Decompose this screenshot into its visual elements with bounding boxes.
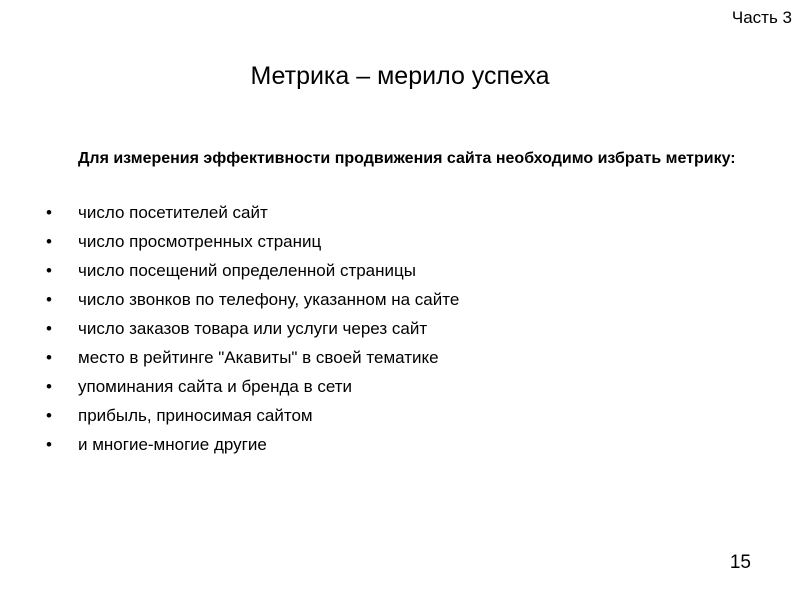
slide-number: 15 <box>729 552 751 573</box>
metric-item <box>46 372 459 401</box>
bullet-icon: • <box>46 261 52 280</box>
bullet-icon: • <box>46 406 52 425</box>
metric-item <box>46 256 459 285</box>
bullet-icon: • <box>46 232 52 251</box>
metric-label: число звонков по телефону, указанном на сайте <box>78 290 460 309</box>
metric-item <box>46 198 459 227</box>
metric-label: место в рейтинге "Акавиты" в своей тематике <box>78 348 439 367</box>
metric-label: и многие-многие другие <box>78 435 267 454</box>
metric-item <box>46 285 459 314</box>
metric-item <box>46 430 459 459</box>
part-label: Часть 3 <box>731 8 792 27</box>
bullet-icon: • <box>46 377 52 396</box>
bullet-icon: • <box>46 319 52 338</box>
intro-text: Для измерения эффективности продвижения сайта необходимо избрать метрику: <box>78 150 736 167</box>
bullet-icon: • <box>46 290 52 309</box>
metric-item <box>46 401 459 430</box>
metric-list <box>46 198 459 459</box>
bullet-icon: • <box>46 203 52 222</box>
metric-item <box>46 314 459 343</box>
metric-label: число посещений определенной страницы <box>78 261 416 280</box>
bullet-icon: • <box>46 435 52 454</box>
metric-item <box>46 227 459 256</box>
metric-label: число просмотренных страниц <box>78 232 322 251</box>
bullet-icon: • <box>46 348 52 367</box>
metric-label: прибыль, приносимая сайтом <box>78 406 313 425</box>
metric-label: число заказов товара или услуги через сайт <box>78 319 428 338</box>
metric-label: упоминания сайта и бренда в сети <box>78 377 353 396</box>
metric-label: число посетителей сайт <box>78 203 268 222</box>
metric-item <box>46 343 459 372</box>
slide-title: Метрика – мерило успеха <box>250 62 550 90</box>
